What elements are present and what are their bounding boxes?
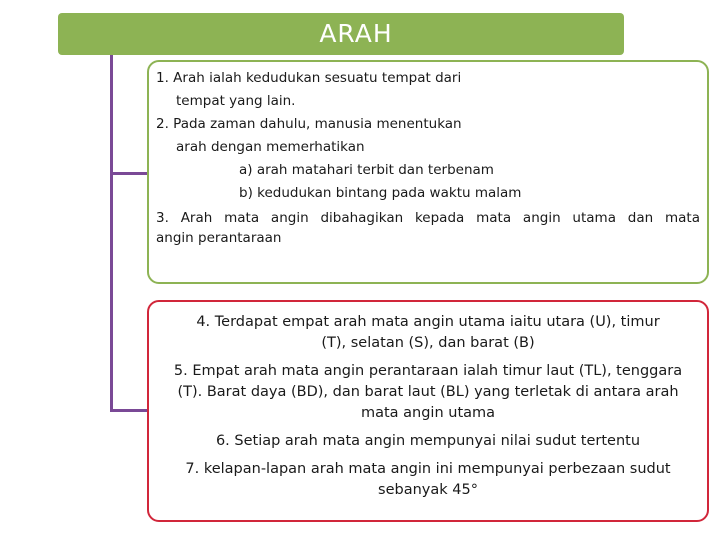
point-2-item-b: b) kedudukan bintang pada waktu malam — [239, 185, 522, 201]
point-1-line-1: 1. Arah ialah kedudukan sesuatu tempat dari — [156, 70, 462, 86]
point-1-line-2: tempat yang lain. — [176, 93, 296, 109]
point-2-item-a: a) arah matahari terbit dan terbenam — [239, 162, 494, 178]
compass-facts-box — [147, 300, 709, 522]
point-4-line-2: (T), selatan (S), dan barat (B) — [321, 335, 535, 351]
title-text: ARAH — [319, 19, 393, 48]
point-5-line-2: (T). Barat daya (BD), dan barat laut (BL) yang terletak di antara arah — [177, 384, 679, 400]
point-7-line-1: 7. kelapan-lapan arah mata angin ini mempunyai perbezaan sudut — [185, 461, 671, 477]
point-7-line-2: sebanyak 45° — [378, 482, 478, 498]
point-2-line-2: arah dengan memerhatikan — [176, 139, 365, 155]
connector-vertical — [110, 55, 113, 412]
point-6-line-1: 6. Setiap arah mata angin mempunyai nilai sudut tertentu — [215, 433, 641, 449]
point-3-line-1: 3. Arah mata angin dibahagikan kepada mata angin utama dan mata — [156, 210, 700, 226]
definition-box — [147, 60, 709, 284]
connector-branch-2 — [110, 409, 148, 412]
point-2-line-1: 2. Pada zaman dahulu, manusia menentukan — [156, 116, 462, 132]
point-3-line-2: angin perantaraan — [156, 230, 282, 246]
point-4-line-1: 4. Terdapat empat arah mata angin utama iaitu utara (U), timur — [196, 314, 660, 330]
title-header — [58, 13, 624, 55]
point-5-line-1: 5. Empat arah mata angin perantaraan ialah timur laut (TL), tenggara — [173, 363, 683, 379]
connector-branch-1 — [110, 172, 148, 175]
point-5-line-3: mata angin utama — [360, 405, 496, 421]
